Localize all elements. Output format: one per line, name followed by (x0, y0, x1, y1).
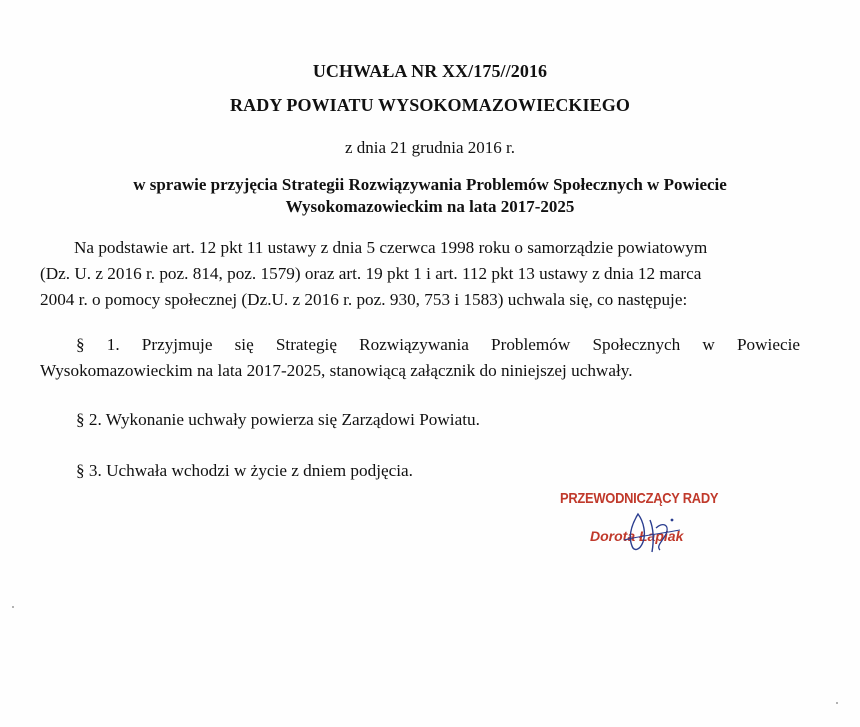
subject-line-2: Wysokomazowieckim na lata 2017-2025 (285, 197, 575, 216)
section-1 (40, 332, 800, 384)
scan-dust (12, 606, 14, 608)
stamp-name: Dorota Łapiak (590, 528, 684, 544)
subject-line-1: w sprawie przyjęcia Strategii Rozwiązywania Problemów Społecznych w Powiecie (133, 175, 727, 194)
chairman-stamp (550, 486, 750, 556)
preamble-line-2: (Dz. U. z 2016 r. poz. 814, poz. 1579) oraz art. 19 pkt 1 i art. 112 pkt 13 ustawy z dnia 12 marca (40, 264, 702, 283)
section-1-line-1: § 1. Przyjmuje się Strategię Rozwiązywania Problemów Społecznych w Powiecie (76, 335, 800, 354)
council-name: RADY POWIATU WYSOKOMAZOWIECKIEGO (230, 95, 630, 115)
stamp-title: PRZEWODNICZĄCY RADY (560, 490, 719, 507)
resolution-number: UCHWAŁA NR XX/175//2016 (312, 61, 548, 81)
preamble-line-3: 2004 r. o pomocy społecznej (Dz.U. z 2016 r. poz. 930, 753 i 1583) uchwala się, co następuje: (40, 290, 688, 309)
scan-dust (836, 702, 838, 704)
handwritten-signature (610, 500, 700, 560)
preamble-line-1: Na podstawie art. 12 pkt 11 ustawy z dnia 5 czerwca 1998 roku o samorządzie powiatowym (74, 238, 708, 257)
resolution-date: z dnia 21 grudnia 2016 r. (345, 138, 515, 157)
section-2 (76, 407, 836, 433)
section-1-line-2: Wysokomazowieckim na lata 2017-2025, stanowiącą załącznik do niniejszej uchwały. (40, 361, 633, 380)
preamble (40, 235, 800, 313)
section-2-text: § 2. Wykonanie uchwały powierza się Zarządowi Powiatu. (76, 410, 480, 429)
section-3-text: § 3. Uchwała wchodzi w życie z dniem podjęcia. (76, 461, 413, 480)
section-3 (76, 458, 836, 484)
